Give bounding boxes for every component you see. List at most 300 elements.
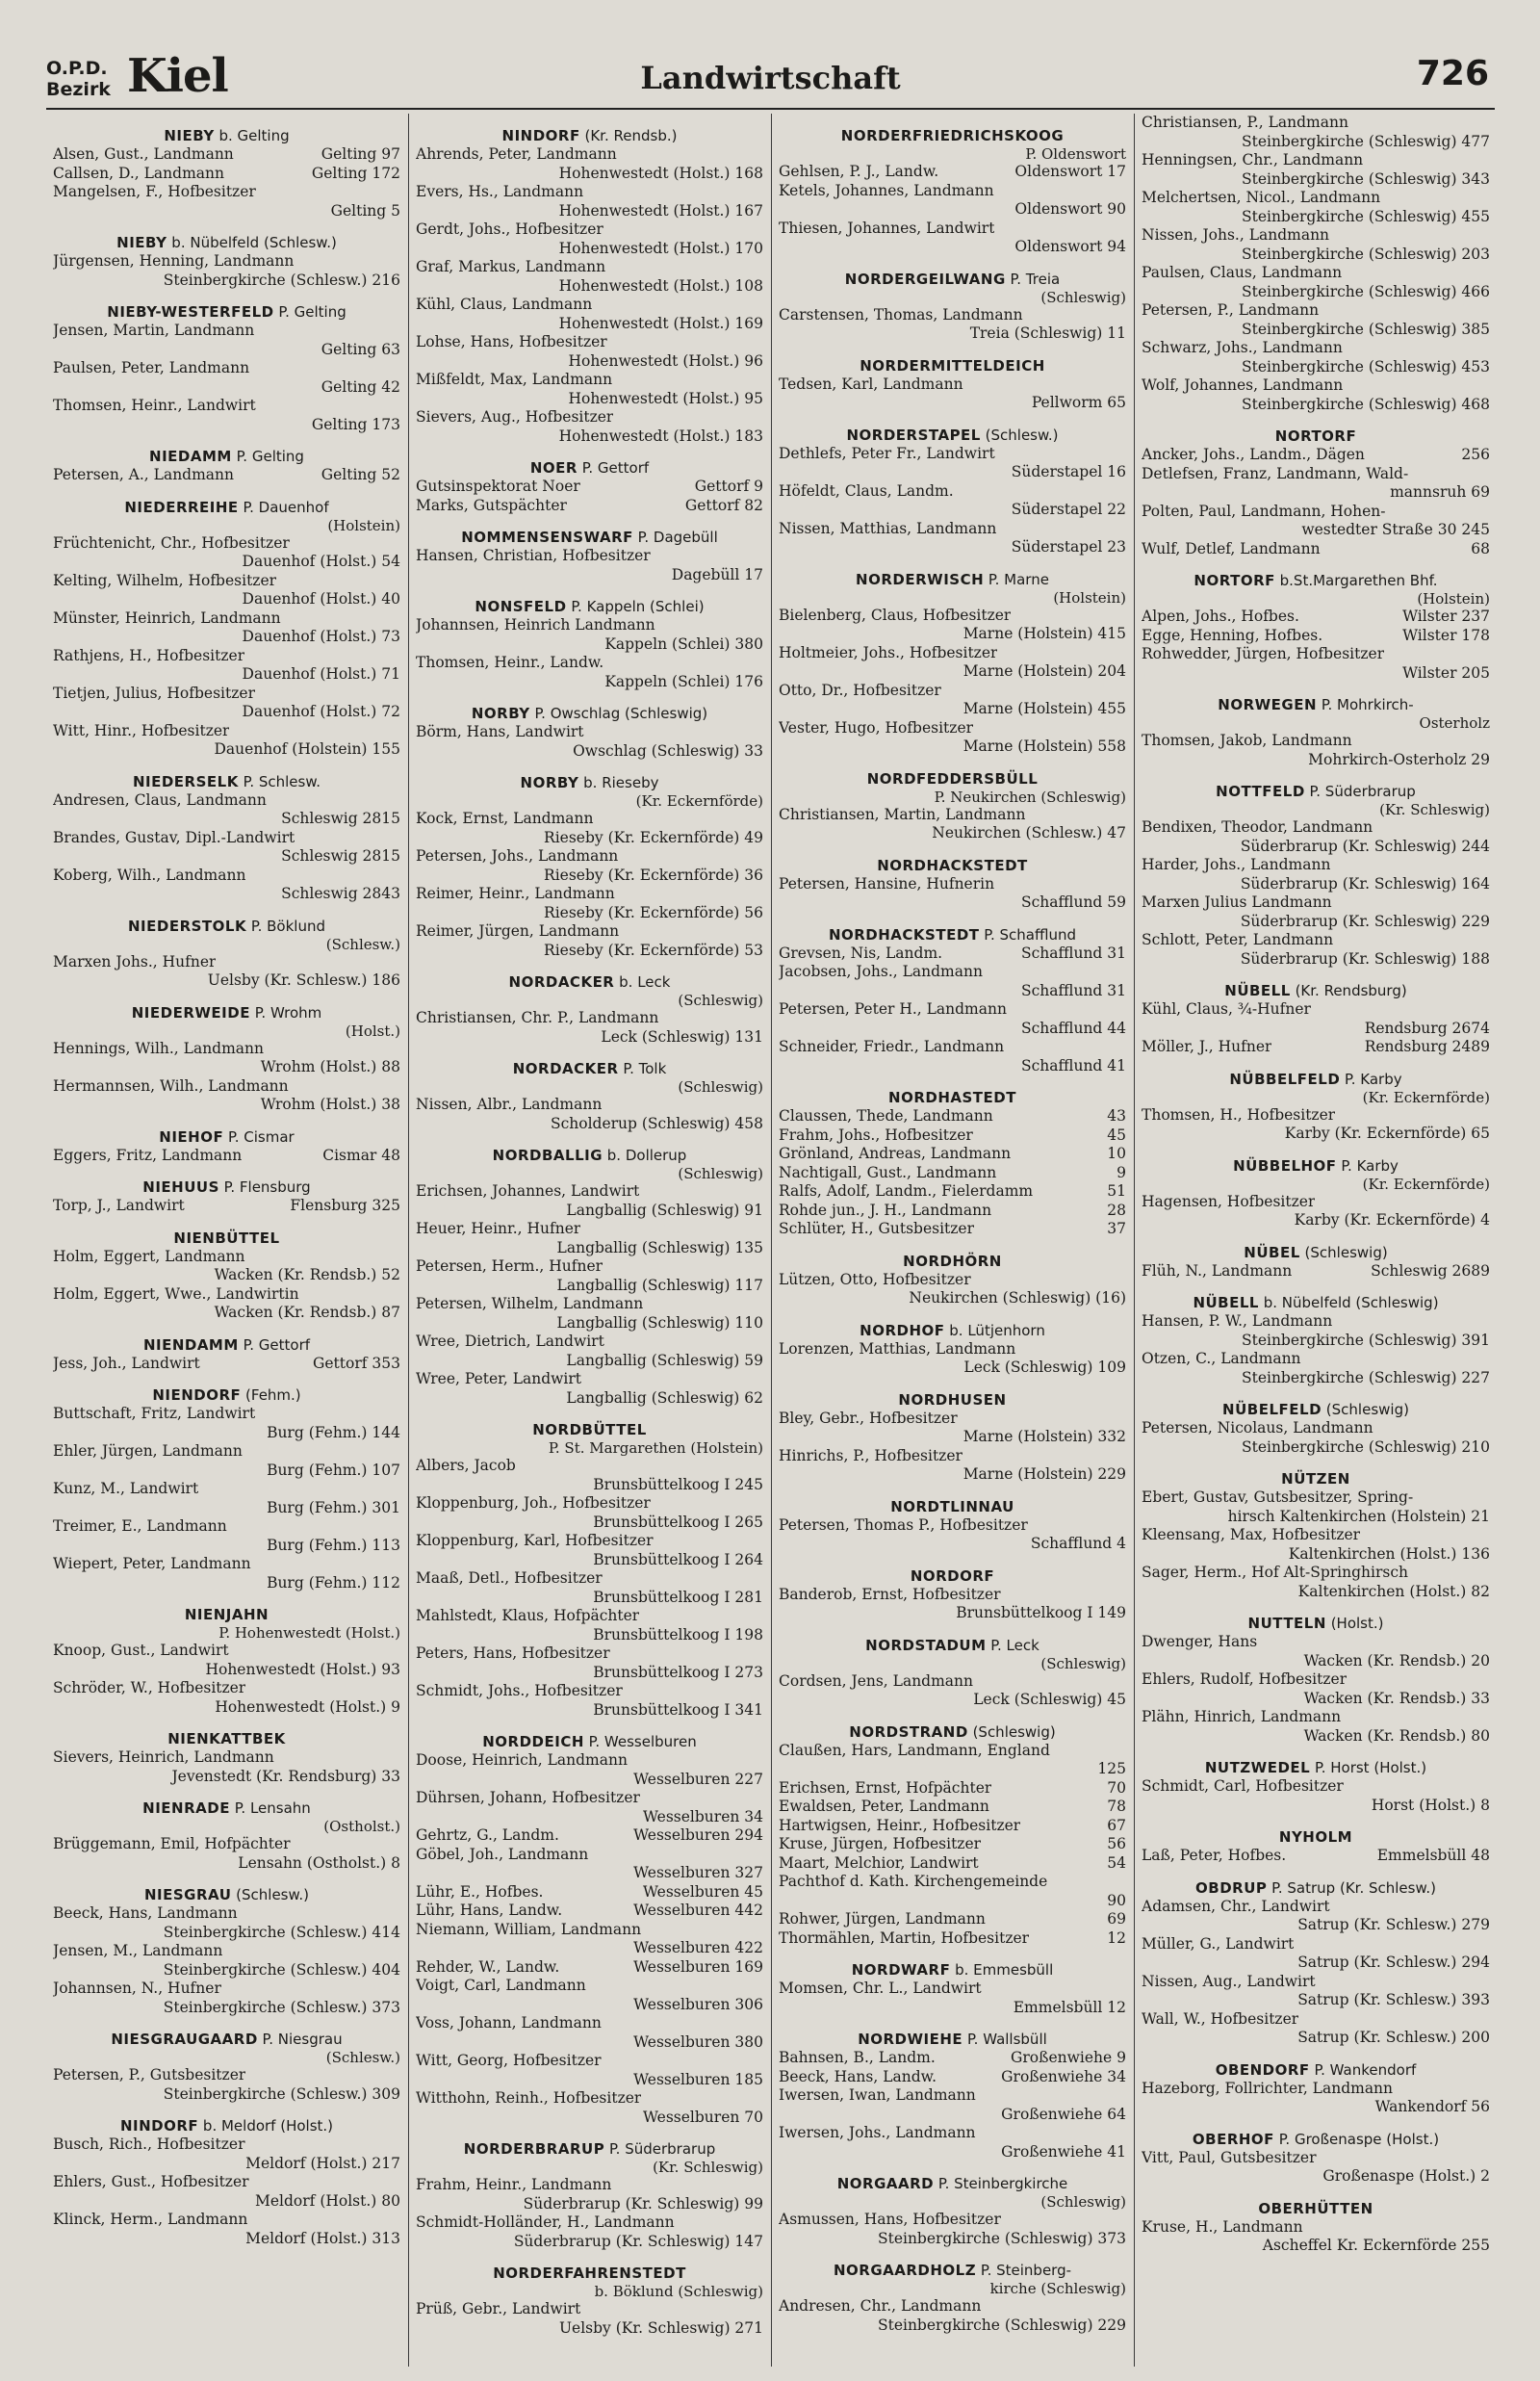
page-header xyxy=(46,48,1495,110)
entry-name: Petersen, Herm., Hufner xyxy=(416,1257,603,1275)
locality-name: NORDHÖRN xyxy=(903,1252,1002,1270)
entry-location: 90 xyxy=(1107,1891,1126,1909)
entry-location: Jevenstedt (Kr. Rendsburg) 33 xyxy=(171,1767,400,1785)
directory-entry xyxy=(1142,540,1490,559)
locality-block xyxy=(1142,1469,1490,1601)
column-1 xyxy=(46,114,409,2367)
entry-name: Ancker, Johs., Landm., Dägen xyxy=(1142,446,1365,463)
locality-name: OBDRUP xyxy=(1195,1878,1268,1897)
entry-location: Neukirchen (Schlesw.) 47 xyxy=(932,824,1126,841)
locality-postal: (Schlesw.) xyxy=(980,426,1059,444)
entry-line xyxy=(779,375,1126,395)
entry-name: Kruse, H., Landmann xyxy=(1142,2217,1303,2236)
directory-entry xyxy=(53,1555,400,1592)
entry-name: Holtmeier, Johs., Hofbesitzer xyxy=(779,643,998,661)
entry-location: Süderbrarup (Kr. Schleswig) 244 xyxy=(1240,837,1490,855)
directory-entry xyxy=(779,375,1126,413)
entry-location: Schleswig 2815 xyxy=(281,847,400,865)
locality-heading xyxy=(779,426,1126,445)
directory-entry xyxy=(416,220,763,258)
directory-entry xyxy=(416,1009,763,1047)
locality-postal: P. Steinbergkirche xyxy=(934,2175,1068,2192)
entry-name: Petersen, Hansine, Hufnerin xyxy=(779,874,995,893)
locality-block xyxy=(779,2174,1126,2248)
entry-line xyxy=(416,296,763,315)
entry-name: Kock, Ernst, Landmann xyxy=(416,810,594,827)
entry-line xyxy=(1142,2149,1490,2168)
locality-name: NIESGRAUGAARD xyxy=(111,2031,258,2048)
entry-location: Brunsbüttelkoog I 264 xyxy=(593,1550,763,1568)
directory-entry xyxy=(416,2300,763,2338)
entry-line xyxy=(416,1295,763,1314)
entry-name: Schlott, Peter, Landmann xyxy=(1142,931,1334,948)
entry-location: Gettorf 82 xyxy=(684,496,763,514)
entry-location: Gelting 5 xyxy=(330,201,400,220)
locality-postal: b. Leck xyxy=(614,973,671,991)
entry-location: Cismar 48 xyxy=(322,1146,400,1164)
entry-line xyxy=(1142,1708,1490,1727)
entry-line xyxy=(53,1642,400,1661)
directory-entry xyxy=(53,647,400,685)
entry-name: Polten, Paul, Landmann, Hohen- xyxy=(1142,502,1386,520)
locality-region: P. Oldenswort xyxy=(1025,145,1126,163)
entry-line xyxy=(416,547,763,566)
locality-heading xyxy=(1142,2199,1490,2218)
entry-name: Thiesen, Johannes, Landwirt xyxy=(779,219,995,237)
entry-line xyxy=(1142,1262,1490,1281)
entry-line xyxy=(53,2173,400,2192)
entry-location: Kappeln (Schlei) 176 xyxy=(604,672,763,690)
locality-heading xyxy=(53,1729,400,1748)
opd-label: O.P.D. xyxy=(46,58,108,79)
locality-heading xyxy=(53,1605,400,1624)
locality-name: NORDERMITTELDEICH xyxy=(860,356,1045,375)
entry-name: Ketels, Johannes, Landmann xyxy=(779,181,994,199)
entry-name: Hazeborg, Follrichter, Landmann xyxy=(1142,2079,1394,2097)
directory-entry xyxy=(779,682,1126,719)
directory-entry xyxy=(1142,1898,1490,1935)
entry-location: Wesselburen 294 xyxy=(633,1826,763,1844)
locality-name: OBENDORF xyxy=(1215,2060,1310,2079)
locality-postal: P. Wallsbüll xyxy=(962,2031,1047,2048)
locality-block xyxy=(53,1385,400,1592)
locality-region: (Ostholst.) xyxy=(323,1818,400,1835)
entry-name: Klinck, Herm., Landmann xyxy=(53,2211,248,2228)
entry-location: Langballig (Schleswig) 62 xyxy=(566,1388,763,1407)
directory-entry xyxy=(416,408,763,446)
entry-line xyxy=(416,408,763,427)
locality-name: NORDWARF xyxy=(851,1961,951,1979)
entry-location: Brunsbüttelkoog I 273 xyxy=(593,1663,763,1681)
entry-location: Meldorf (Holst.) 313 xyxy=(245,2229,400,2247)
entry-line xyxy=(779,1164,1126,1183)
entry-line xyxy=(779,445,1126,464)
locality-heading xyxy=(1142,1878,1490,1898)
directory-entry xyxy=(779,520,1126,557)
entry-location: Gelting 63 xyxy=(321,340,400,358)
entry-location: Hohenwestedt (Holst.) 96 xyxy=(568,351,763,370)
entry-name: Ehlers, Rudolf, Hofbesitzer xyxy=(1142,1670,1348,1688)
directory-entry xyxy=(416,547,763,584)
entry-location: Gettorf 9 xyxy=(694,478,763,495)
directory-entry xyxy=(1142,1973,1490,2010)
locality-block xyxy=(779,1390,1126,1485)
entry-location: Hohenwestedt (Holst.) 169 xyxy=(558,314,763,332)
locality-region: (Holstein) xyxy=(1417,590,1490,608)
directory-entry xyxy=(53,722,400,760)
entry-location: Wankendorf 56 xyxy=(1374,2098,1490,2115)
locality-block xyxy=(53,2030,400,2104)
entry-location: Schafflund 31 xyxy=(1020,944,1126,962)
entry-line xyxy=(416,145,763,165)
entry-location: Wesselburen 34 xyxy=(643,1807,763,1825)
entry-name: Ehler, Jürgen, Landmann xyxy=(53,1442,243,1460)
locality-block xyxy=(53,1003,400,1115)
locality-postal: P. Leck xyxy=(986,1636,1040,1654)
directory-entry xyxy=(53,829,400,867)
locality-postal: (Kr. Rendsburg) xyxy=(1290,982,1407,999)
directory-entry xyxy=(779,1835,1126,1854)
entry-name: Nachtigall, Gust., Landmann xyxy=(779,1163,997,1181)
entry-name: Hansen, P. W., Landmann xyxy=(1142,1312,1333,1330)
entry-line xyxy=(779,1516,1126,1536)
directory-entry xyxy=(53,1835,400,1873)
entry-line xyxy=(416,333,763,352)
page-number: 726 xyxy=(1416,54,1489,93)
listing-columns xyxy=(46,114,1498,2367)
locality-heading xyxy=(1142,571,1490,590)
directory-entry xyxy=(53,1679,400,1717)
entry-line xyxy=(779,1980,1126,1999)
entry-name: Erichsen, Ernst, Hofpächter xyxy=(779,1778,992,1797)
entry-name: Witt, Georg, Hofbesitzer xyxy=(416,2052,602,2069)
directory-entry xyxy=(1142,608,1490,627)
entry-name: Witt, Hinr., Hofbesitzer xyxy=(53,721,230,739)
locality-heading xyxy=(53,1229,400,1248)
locality-block xyxy=(1142,2130,1490,2187)
entry-location: Uelsby (Kr. Schlesw.) 186 xyxy=(207,971,400,989)
directory-entry xyxy=(53,2173,400,2211)
locality-region: b. Böklund (Schleswig) xyxy=(594,2283,763,2300)
entry-line xyxy=(416,1607,763,1626)
entry-location: Großenwiehe 64 xyxy=(1001,2105,1126,2123)
entry-name: Niemann, William, Landmann xyxy=(416,1920,642,1938)
entry-line xyxy=(779,182,1126,201)
entry-line xyxy=(1142,1193,1490,1212)
locality-block xyxy=(53,126,400,220)
locality-name: NIEDERSTOLK xyxy=(128,917,247,935)
entry-name: Schneider, Friedr., Landmann xyxy=(779,1038,1005,1055)
directory-entry xyxy=(1142,114,1490,151)
entry-name: Gutsinspektorat Noer xyxy=(416,478,580,495)
entry-name: Harder, Johs., Landmann xyxy=(1142,856,1331,873)
entry-name: Rohde jun., J. H., Landmann xyxy=(779,1201,992,1219)
directory-entry xyxy=(416,1257,763,1295)
entry-line xyxy=(779,1182,1126,1202)
entry-name: Otto, Dr., Hofbesitzer xyxy=(779,681,941,699)
locality-heading xyxy=(53,1127,400,1147)
directory-entry xyxy=(53,397,400,434)
entry-location: Steinbergkirche (Schleswig) 227 xyxy=(1241,1368,1490,1386)
entry-line xyxy=(779,1910,1126,1929)
entry-line xyxy=(416,2213,763,2233)
directory-entry xyxy=(1142,1419,1490,1457)
entry-line xyxy=(416,1682,763,1701)
directory-entry xyxy=(1142,2010,1490,2048)
entry-name: Brüggemann, Emil, Hofpächter xyxy=(53,1835,291,1852)
entry-location: 10 xyxy=(1107,1145,1126,1162)
directory-entry xyxy=(416,616,763,654)
locality-heading xyxy=(779,270,1126,289)
directory-entry xyxy=(1142,376,1490,414)
directory-entry xyxy=(416,1370,763,1408)
entry-location: Emmelsbüll 48 xyxy=(1376,1847,1490,1864)
entry-name: Kloppenburg, Joh., Hofbesitzer xyxy=(416,1494,651,1512)
locality-region: P. Neukirchen (Schleswig) xyxy=(934,788,1126,806)
entry-location: 78 xyxy=(1107,1798,1126,1815)
entry-name: Lorenzen, Matthias, Landmann xyxy=(779,1339,1016,1358)
directory-entry xyxy=(416,497,763,516)
locality-name: NORBY xyxy=(520,774,579,791)
locality-heading xyxy=(779,925,1126,945)
entry-location: Schafflund 41 xyxy=(1020,1056,1126,1074)
directory-entry xyxy=(779,1447,1126,1485)
directory-entry xyxy=(53,1147,400,1166)
entry-location: 51 xyxy=(1107,1182,1126,1200)
locality-name: NINDORF xyxy=(501,127,580,144)
directory-entry xyxy=(53,953,400,991)
locality-region: (Schlesw.) xyxy=(325,935,400,953)
entry-line xyxy=(416,1883,763,1902)
directory-entry xyxy=(416,1494,763,1532)
entry-name: Christiansen, P., Landmann xyxy=(1142,114,1348,131)
locality-heading xyxy=(779,570,1126,589)
directory-entry xyxy=(779,1145,1126,1164)
entry-location: Dauenhof (Holstein) 155 xyxy=(214,740,400,758)
entry-line xyxy=(779,1107,1126,1126)
entry-location: Kappeln (Schlei) 380 xyxy=(604,634,763,653)
locality-name: NIENRADE xyxy=(142,1799,230,1817)
locality-block xyxy=(779,856,1126,913)
entry-location: Langballig (Schleswig) 59 xyxy=(566,1351,763,1369)
directory-entry xyxy=(779,1854,1126,1874)
locality-block xyxy=(416,704,763,761)
locality-postal: P. Schafflund xyxy=(979,925,1077,944)
locality-postal: b. Nübelfeld (Schlesw.) xyxy=(167,234,337,251)
locality-block xyxy=(1142,1070,1490,1144)
locality-block xyxy=(416,773,763,960)
entry-location: Hohenwestedt (Holst.) 167 xyxy=(558,201,763,220)
locality-postal: P. Böklund xyxy=(246,917,325,935)
locality-heading xyxy=(53,1799,400,1818)
locality-heading xyxy=(53,917,400,936)
directory-entry xyxy=(53,1248,400,1285)
entry-line xyxy=(53,1942,400,1961)
locality-name: NORDFEDDERSBÜLL xyxy=(866,769,1039,788)
locality-heading xyxy=(779,1390,1126,1410)
directory-entry xyxy=(779,1516,1126,1554)
directory-entry xyxy=(779,1672,1126,1710)
entry-location: Süderbrarup (Kr. Schleswig) 147 xyxy=(513,2232,763,2250)
entry-location: Steinbergkirche (Schleswig) 391 xyxy=(1241,1331,1490,1349)
directory-entry xyxy=(416,810,763,847)
locality-name: NORDERFRIEDRICHSKOOG xyxy=(840,127,1065,144)
directory-entry xyxy=(779,945,1126,964)
directory-entry xyxy=(779,1980,1126,2017)
entry-location: Wilster 205 xyxy=(1402,663,1490,682)
entry-line xyxy=(416,1532,763,1551)
entry-name: Schmidt, Johs., Hofbesitzer xyxy=(416,1682,623,1699)
entry-line xyxy=(416,2014,763,2033)
entry-name: Vitt, Paul, Gutsbesitzer xyxy=(1142,2148,1317,2166)
directory-entry xyxy=(779,1873,1126,1910)
entry-location: Schafflund 59 xyxy=(1020,893,1126,911)
entry-name: Albers, Jacob xyxy=(416,1457,516,1474)
locality-heading xyxy=(779,356,1126,375)
entry-line xyxy=(1142,1847,1490,1866)
entry-location: Steinbergkirche (Schleswig) 210 xyxy=(1241,1437,1490,1456)
locality-name: NORDTLINNAU xyxy=(890,1497,1014,1515)
entry-name: Kruse, Jürgen, Hofbesitzer xyxy=(779,1835,982,1852)
entry-line xyxy=(1142,2218,1490,2238)
locality-region: (Kr. Schleswig) xyxy=(653,2159,763,2176)
locality-name: NORBY xyxy=(471,705,530,722)
entry-name: Nissen, Albr., Landmann xyxy=(416,1096,603,1113)
locality-block xyxy=(1142,571,1490,683)
directory-entry xyxy=(416,1826,763,1846)
entry-line xyxy=(416,1220,763,1239)
directory-entry xyxy=(1142,1633,1490,1670)
directory-entry xyxy=(1142,1038,1490,1057)
entry-name: Knoop, Gust., Landwirt xyxy=(53,1642,229,1659)
entry-line xyxy=(1142,1350,1490,1369)
directory-entry xyxy=(1142,151,1490,189)
entry-line xyxy=(1142,1935,1490,1954)
directory-entry xyxy=(416,2052,763,2089)
locality-block xyxy=(1142,2199,1490,2256)
entry-line xyxy=(53,145,400,165)
entry-name: Beeck, Hans, Landw. xyxy=(779,2067,937,2085)
entry-location: Gelting 172 xyxy=(311,164,400,182)
directory-entry xyxy=(779,2086,1126,2124)
locality-heading xyxy=(779,126,1126,145)
directory-entry xyxy=(53,1942,400,1980)
entry-name: Kloppenburg, Karl, Hofbesitzer xyxy=(416,1532,654,1549)
locality-name: NUTTELN xyxy=(1247,1615,1326,1632)
entry-name: Erichsen, Johannes, Landwirt xyxy=(416,1182,640,1200)
locality-heading xyxy=(1142,1243,1490,1262)
locality-name: NORDACKER xyxy=(508,973,615,991)
locality-block xyxy=(779,1636,1126,1710)
entry-location: 37 xyxy=(1107,1220,1126,1237)
entry-location: Oldenswort 17 xyxy=(1014,163,1126,180)
entry-line xyxy=(779,220,1126,239)
entry-name: Momsen, Chr. L., Landwirt xyxy=(779,1980,982,1997)
locality-block xyxy=(1142,981,1490,1057)
entry-line xyxy=(779,1672,1126,1692)
directory-entry xyxy=(779,1202,1126,1221)
entry-name: Holm, Eggert, Landmann xyxy=(53,1247,245,1265)
directory-entry xyxy=(416,2089,763,2127)
directory-entry xyxy=(779,1742,1126,1779)
entry-line xyxy=(779,1779,1126,1799)
entry-name: Voigt, Carl, Landmann xyxy=(416,1977,586,1994)
locality-heading xyxy=(779,1497,1126,1516)
entry-line xyxy=(779,1145,1126,1164)
entry-line xyxy=(416,1921,763,1940)
directory-entry xyxy=(53,1355,400,1374)
entry-location: Süderbrarup (Kr. Schleswig) 229 xyxy=(1240,912,1490,930)
directory-entry xyxy=(779,875,1126,913)
locality-block xyxy=(779,356,1126,413)
directory-entry xyxy=(416,2014,763,2052)
entry-location: Steinbergkirche (Schleswig) 477 xyxy=(1241,132,1490,150)
entry-name: Schmidt-Holländer, H., Landmann xyxy=(416,2213,675,2231)
locality-name: NÜBELL xyxy=(1224,982,1291,999)
locality-postal: (Schleswig) xyxy=(1322,1401,1409,1418)
locality-region: P. Hohenwestedt (Holst.) xyxy=(218,1624,400,1642)
entry-line xyxy=(53,1679,400,1698)
entry-location: Meldorf (Holst.) 80 xyxy=(255,2191,400,2210)
entry-name: Banderob, Ernst, Hofbesitzer xyxy=(779,1585,1001,1603)
entry-name: Börm, Hans, Landwirt xyxy=(416,723,584,740)
entry-location: Steinbergkirche (Schleswig) 455 xyxy=(1241,207,1490,225)
locality-block xyxy=(779,126,1126,257)
entry-location: Marne (Holstein) 204 xyxy=(962,662,1126,680)
locality-postal: P. Gelting xyxy=(231,448,304,465)
locality-name: OBERHÜTTEN xyxy=(1258,2199,1373,2217)
entry-line xyxy=(416,1257,763,1277)
locality-postal: P. Marne xyxy=(984,570,1049,588)
locality-name: NÜBELL xyxy=(1193,1294,1259,1311)
directory-entry xyxy=(416,1220,763,1257)
entry-line xyxy=(1142,2010,1490,2030)
entry-location: Dauenhof (Holst.) 72 xyxy=(242,703,400,720)
directory-entry xyxy=(53,791,400,829)
locality-heading xyxy=(53,1885,400,1904)
entry-name: Kelting, Wilhelm, Hofbesitzer xyxy=(53,571,277,589)
entry-location: 56 xyxy=(1107,1835,1126,1852)
entry-line xyxy=(1142,301,1490,321)
entry-name: Bley, Gebr., Hofbesitzer xyxy=(779,1409,958,1427)
entry-name: Mahlstedt, Klaus, Hofpächter xyxy=(416,1607,640,1624)
directory-entry xyxy=(779,163,1126,182)
entry-location: Mohrkirch-Osterholz 29 xyxy=(1308,750,1490,768)
locality-heading xyxy=(779,2030,1126,2049)
entry-name: Marxen Julius Landmann xyxy=(1142,893,1332,911)
entry-name: Ebert, Gustav, Gutsbesitzer, Spring- xyxy=(1142,1488,1414,1506)
entry-line xyxy=(1142,376,1490,396)
directory-entry xyxy=(53,1517,400,1555)
locality-block xyxy=(1142,114,1490,414)
entry-location: Satrup (Kr. Schlesw.) 200 xyxy=(1297,2029,1490,2046)
entry-location: Schleswig 2689 xyxy=(1371,1261,1490,1280)
entry-name: Früchtenicht, Chr., Hofbesitzer xyxy=(53,533,290,552)
entry-name: Treimer, E., Landmann xyxy=(53,1517,227,1535)
entry-location: Burg (Fehm.) 113 xyxy=(267,1536,400,1554)
locality-name: NORGAARDHOLZ xyxy=(833,2262,977,2279)
entry-name: Iwersen, Iwan, Landmann xyxy=(779,2086,976,2104)
entry-location: Wesselburen 327 xyxy=(633,1864,763,1881)
locality-name: NIEDAMM xyxy=(149,448,232,465)
entry-location: Langballig (Schleswig) 110 xyxy=(556,1313,763,1332)
directory-entry xyxy=(779,1271,1126,1308)
entry-name: Marks, Gutspächter xyxy=(416,496,567,514)
entry-name: Brandes, Gustav, Dipl.-Landwirt xyxy=(53,828,295,846)
directory-entry xyxy=(1142,931,1490,969)
locality-heading xyxy=(416,458,763,478)
locality-postal: P. Dagebüll xyxy=(632,529,718,546)
